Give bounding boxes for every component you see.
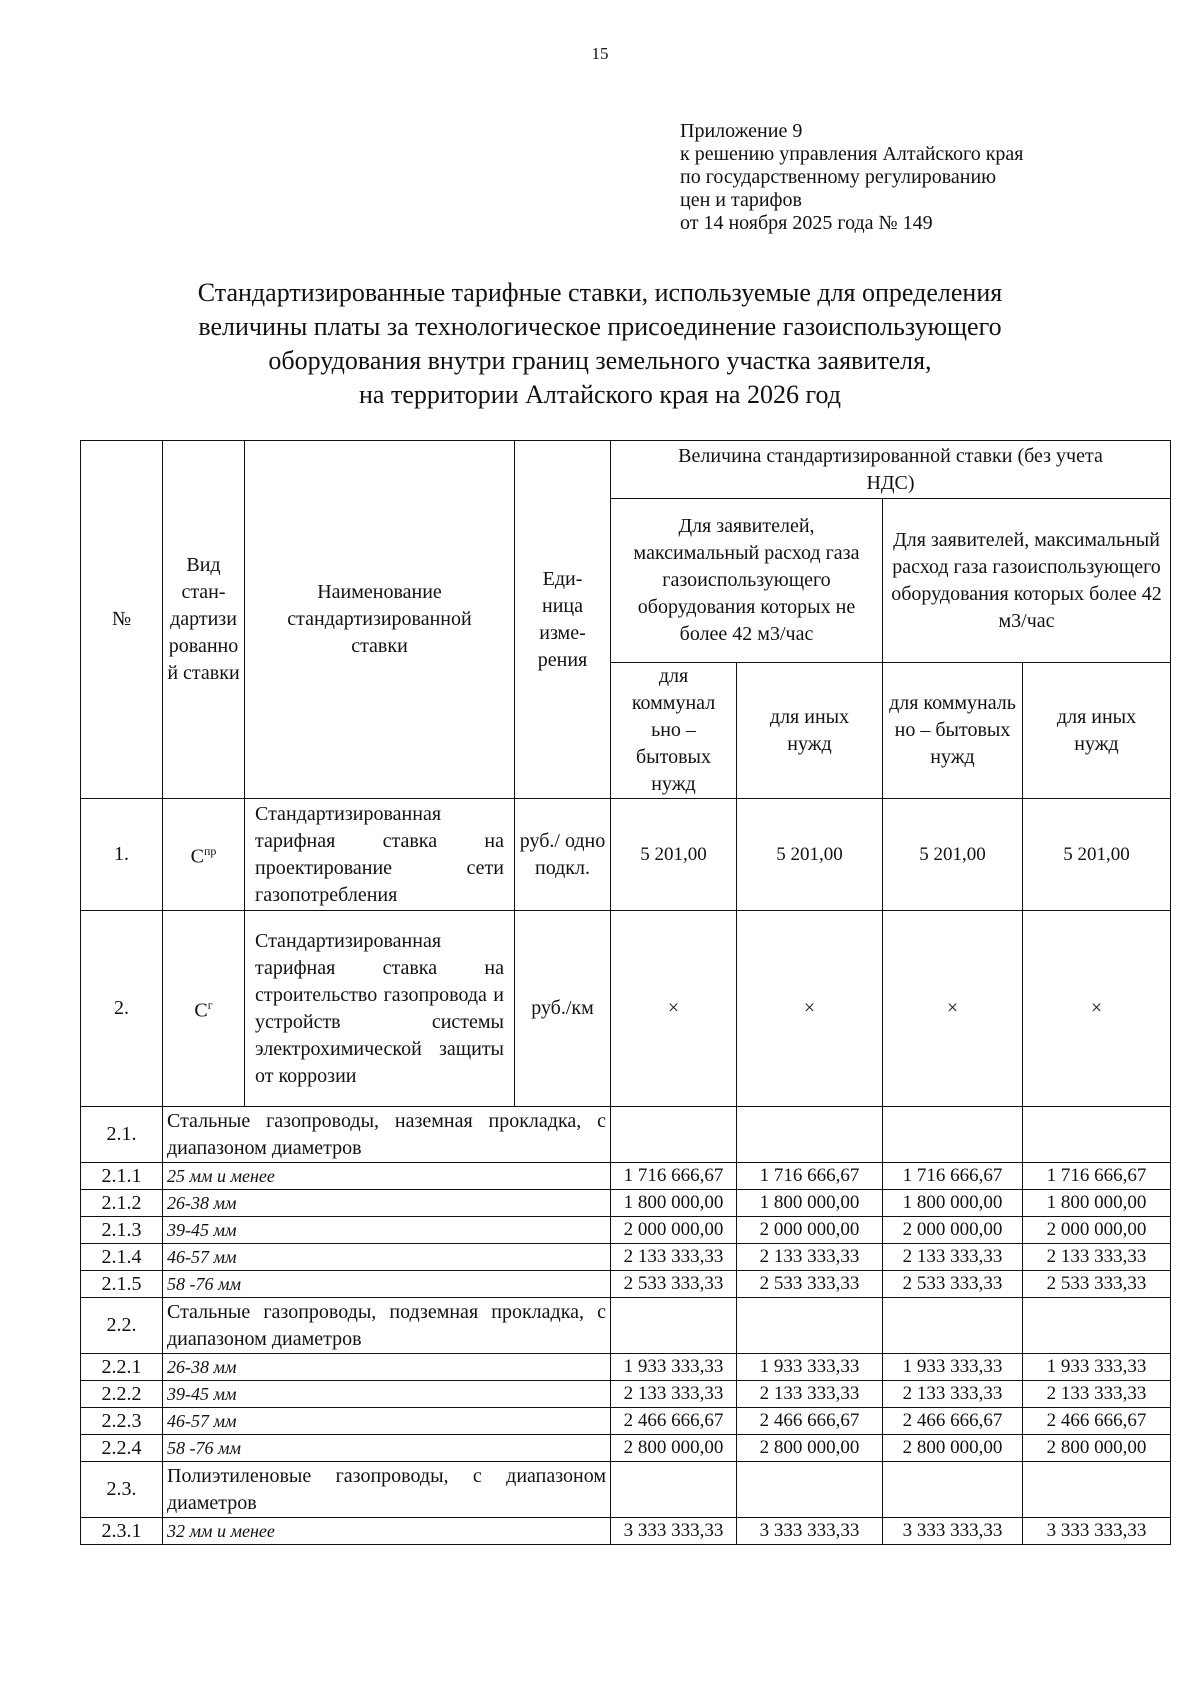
row-no: 2.2.2	[81, 1381, 163, 1408]
rate-value: 3 333 333,33	[611, 1518, 737, 1545]
annex-header	[680, 120, 1024, 235]
rate-value: 1 716 666,67	[611, 1163, 737, 1190]
row-no: 2.3.1	[81, 1518, 163, 1545]
header-sub-other-a: для иных нужд	[737, 663, 883, 799]
empty-cell	[1023, 1462, 1171, 1518]
empty-cell	[737, 1298, 883, 1354]
rate-name: Стандартизированная тарифная ставка на строительство газопровода и устройств системы электрохимической защиты от коррозии	[245, 911, 515, 1107]
empty-cell	[883, 1462, 1023, 1518]
rate-value: ×	[611, 911, 737, 1107]
rate-type	[163, 911, 245, 1107]
group-name: Стальные газопроводы, подземная прокладка, с диапазоном диаметров	[163, 1298, 611, 1354]
rate-value: 2 133 333,33	[883, 1244, 1023, 1271]
rate-type-letter: С	[194, 999, 208, 1022]
rate-value: 1 933 333,33	[1023, 1354, 1171, 1381]
header-group-b: Для заявителей, максимальный расход газа газоиспользующего оборудования которых более 42 м3/час	[883, 499, 1171, 663]
annex-line: по государственному регулированию	[680, 166, 997, 188]
diameter-range: 46-57 мм	[163, 1408, 611, 1435]
empty-cell	[1023, 1298, 1171, 1354]
rate-value: 2 533 333,33	[737, 1271, 883, 1298]
rate-value: 2 466 666,67	[1023, 1408, 1171, 1435]
title-line: величины платы за технологическое присоединение газоиспользующего	[198, 312, 1002, 341]
rate-value: 1 716 666,67	[1023, 1163, 1171, 1190]
diameter-range: 26-38 мм	[163, 1354, 611, 1381]
diameter-range: 25 мм и менее	[163, 1163, 611, 1190]
rate-value: 3 333 333,33	[883, 1518, 1023, 1545]
tariff-table	[80, 440, 1171, 1545]
rate-value: 2 133 333,33	[1023, 1381, 1171, 1408]
annex-line: цен и тарифов	[680, 189, 802, 211]
rate-value: 5 201,00	[883, 799, 1023, 911]
header-name: Наименование стандартизированной ставки	[245, 441, 515, 799]
annex-line: от 14 ноября 2025 года № 149	[680, 212, 933, 234]
diameter-range: 58 -76 мм	[163, 1271, 611, 1298]
empty-cell	[883, 1107, 1023, 1163]
rate-value: ×	[737, 911, 883, 1107]
rate-value: 2 466 666,67	[611, 1408, 737, 1435]
rate-type-sup: пр	[203, 844, 217, 859]
rate-value: 2 800 000,00	[737, 1435, 883, 1462]
rate-value: 2 133 333,33	[737, 1381, 883, 1408]
header-sub-communal-b: для коммуналь но – бытовых нужд	[883, 663, 1023, 799]
row-no: 2.1.3	[81, 1217, 163, 1244]
rate-value: 1 800 000,00	[611, 1190, 737, 1217]
header-sub-other-b: для иных нужд	[1023, 663, 1171, 799]
rate-value: 1 800 000,00	[1023, 1190, 1171, 1217]
row-no: 2.2.1	[81, 1354, 163, 1381]
rate-value: 2 133 333,33	[611, 1381, 737, 1408]
rate-value: 5 201,00	[611, 799, 737, 911]
rate-value: 2 800 000,00	[883, 1435, 1023, 1462]
rate-value: 1 716 666,67	[737, 1163, 883, 1190]
rate-type-letter: С	[190, 845, 204, 868]
rate-value: 2 800 000,00	[611, 1435, 737, 1462]
rate-value: 3 333 333,33	[1023, 1518, 1171, 1545]
empty-cell	[611, 1107, 737, 1163]
row-no: 2.	[81, 911, 163, 1107]
rate-value: 2 000 000,00	[1023, 1217, 1171, 1244]
rate-value: 2 000 000,00	[883, 1217, 1023, 1244]
rate-value: 1 800 000,00	[883, 1190, 1023, 1217]
empty-cell	[737, 1107, 883, 1163]
rate-value: 2 133 333,33	[611, 1244, 737, 1271]
empty-cell	[883, 1298, 1023, 1354]
empty-cell	[611, 1298, 737, 1354]
rate-name: Стандартизированная тарифная ставка на проектирование сети газопотребления	[245, 799, 515, 911]
annex-line: к решению управления Алтайского края	[680, 143, 1024, 165]
header-no: №	[81, 441, 163, 799]
group-name: Стальные газопроводы, наземная прокладка, с диапазоном диаметров	[163, 1107, 611, 1163]
row-no: 2.1.4	[81, 1244, 163, 1271]
rate-value: 2 800 000,00	[1023, 1435, 1171, 1462]
rate-value: 1 933 333,33	[737, 1354, 883, 1381]
rate-value: 2 533 333,33	[611, 1271, 737, 1298]
row-no: 2.1.2	[81, 1190, 163, 1217]
rate-value: 2 466 666,67	[883, 1408, 1023, 1435]
empty-cell	[1023, 1107, 1171, 1163]
rate-value: 5 201,00	[737, 799, 883, 911]
rate-type	[163, 799, 245, 911]
rate-value: ×	[1023, 911, 1171, 1107]
group-no: 2.3.	[81, 1462, 163, 1518]
row-no: 1.	[81, 799, 163, 911]
diameter-range: 26-38 мм	[163, 1190, 611, 1217]
header-value-group: Величина стандартизированной ставки (без учета НДС)	[611, 441, 1171, 499]
rate-value: 1 933 333,33	[883, 1354, 1023, 1381]
rate-value: 2 000 000,00	[611, 1217, 737, 1244]
diameter-range: 58 -76 мм	[163, 1435, 611, 1462]
rate-value: 5 201,00	[1023, 799, 1171, 911]
rate-value: ×	[883, 911, 1023, 1107]
row-no: 2.1.1	[81, 1163, 163, 1190]
rate-value: 1 716 666,67	[883, 1163, 1023, 1190]
page-number: 15	[591, 44, 609, 63]
rate-unit: руб./ одно подкл.	[515, 799, 611, 911]
diameter-range: 46-57 мм	[163, 1244, 611, 1271]
title-line: Стандартизированные тарифные ставки, используемые для определения	[197, 278, 1003, 307]
rate-value: 2 133 333,33	[737, 1244, 883, 1271]
header-sub-communal-a: для коммунал ьно – бытовых нужд	[611, 663, 737, 799]
rate-value: 1 800 000,00	[737, 1190, 883, 1217]
rate-value: 2 133 333,33	[1023, 1244, 1171, 1271]
group-name: Полиэтиленовые газопроводы, с диапазоном диаметров	[163, 1462, 611, 1518]
annex-line: Приложение 9	[680, 120, 803, 142]
rate-value: 2 533 333,33	[883, 1271, 1023, 1298]
empty-cell	[611, 1462, 737, 1518]
rate-value: 3 333 333,33	[737, 1518, 883, 1545]
row-no: 2.2.3	[81, 1408, 163, 1435]
row-no: 2.2.4	[81, 1435, 163, 1462]
header-unit: Еди-ница изме-рения	[515, 441, 611, 799]
diameter-range: 39-45 мм	[163, 1381, 611, 1408]
rate-value: 2 000 000,00	[737, 1217, 883, 1244]
empty-cell	[737, 1462, 883, 1518]
rate-unit: руб./км	[515, 911, 611, 1107]
rate-value: 2 466 666,67	[737, 1408, 883, 1435]
group-no: 2.1.	[81, 1107, 163, 1163]
rate-value: 2 533 333,33	[1023, 1271, 1171, 1298]
rate-value: 1 933 333,33	[611, 1354, 737, 1381]
header-type: Вид стан-дартизи рованно й ставки	[163, 441, 245, 799]
group-no: 2.2.	[81, 1298, 163, 1354]
diameter-range: 32 мм и менее	[163, 1518, 611, 1545]
row-no: 2.1.5	[81, 1271, 163, 1298]
title-line: на территории Алтайского края на 2026 год	[359, 380, 841, 409]
title-line: оборудования внутри границ земельного участка заявителя,	[268, 346, 932, 375]
rate-type-sup: г	[207, 998, 213, 1013]
rate-value: 2 133 333,33	[883, 1381, 1023, 1408]
document-title	[100, 276, 1100, 412]
header-group-a: Для заявителей, максимальный расход газа газоиспользующего оборудования которых не более 42 м3/час	[611, 499, 883, 663]
diameter-range: 39-45 мм	[163, 1217, 611, 1244]
